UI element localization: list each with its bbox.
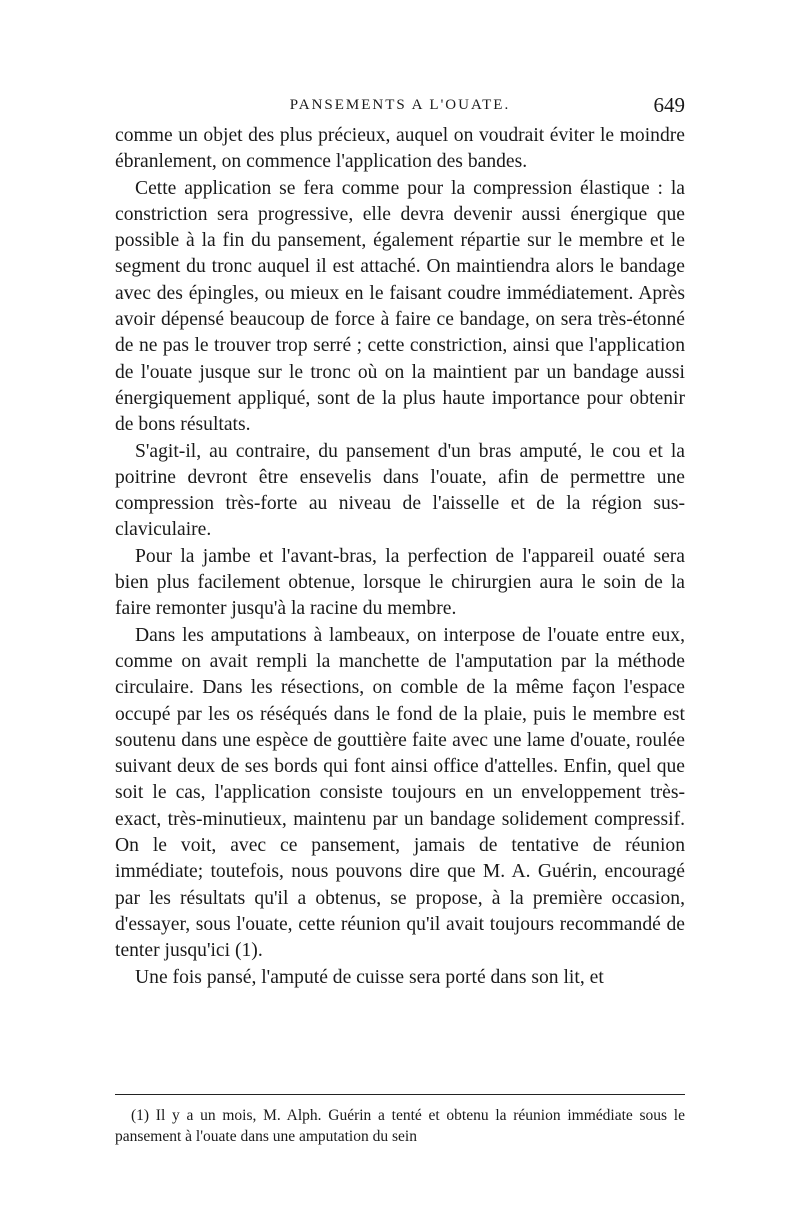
- paragraph-5: Dans les amputations à lambeaux, on interpose de l'ouate entre eux, comme on avait rempli la manchette de l'amputation par la méthode circulaire. Dans les résections, on comble de la même façon l'espace occupé par les os réséqués dans le fond de la plaie, puis le membre est soutenu dans une espèce de gouttière faite avec une lame d'ouate, roulée suivant deux de ses bords qui font ainsi office d'attelles. Enfin, quel que soit le cas, l'application consiste toujours en un enveloppement très-exact, très-minutieux, maintenu par un bandage solidement compressif. On le voit, avec ce pansement, jamais de tentative de réunion immédiate; toutefois, nous pouvons dire que M. A. Guérin, encouragé par les résultats qu'il a obtenus, se propose, à la première occasion, d'essayer, sous l'ouate, cette réunion qu'il avait toujours recommandé de tenter jusqu'ici (1).: [115, 624, 685, 962]
- page-number: 649: [653, 93, 685, 117]
- paragraph-3: S'agit-il, au contraire, du pansement d'un bras amputé, le cou et la poitrine devront être ensevelis dans l'ouate, afin de permettre une compression très-forte au niveau de l'aisselle et de la région sus-claviculaire.: [115, 440, 685, 541]
- page-header: [115, 93, 685, 123]
- paragraph-6: Une fois pansé, l'amputé de cuisse sera porté dans son lit, et: [135, 966, 604, 988]
- footnote-1: (1) Il y a un mois, M. Alph. Guérin a tenté et obtenu la réunion immédiate sous le pansement à l'ouate dans une amputation du sein: [115, 1107, 685, 1145]
- footnote-divider: [115, 1094, 685, 1095]
- paragraph-4: Pour la jambe et l'avant-bras, la perfection de l'appareil ouaté sera bien plus facilement obtenue, lorsque le chirurgien aura le soin de la faire remonter jusqu'à la racine du membre.: [115, 545, 685, 620]
- paragraph-1: comme un objet des plus précieux, auquel on voudrait éviter le moindre ébranlement, on commence l'application des bandes.: [115, 125, 685, 173]
- body-text: [115, 123, 685, 991]
- footnotes: [115, 1105, 685, 1147]
- paragraph-2: Cette application se fera comme pour la compression élastique : la constriction sera progressive, elle devra devenir aussi énergique que possible à la fin du pansement, également répartie sur le membre et le segment du tronc auquel il est attaché. On maintiendra alors le bandage avec des épingles, ou mieux en le faisant coudre immédiatement. Après avoir dépensé beaucoup de force à faire ce bandage, on sera très-étonné de ne pas le trouver trop serré ; cette constriction, ainsi que l'application de l'ouate jusque sur le tronc où on la maintient par un bandage aussi énergiquement appliqué, sont de la plus haute importance pour obtenir de bons résultats.: [115, 177, 685, 436]
- running-title: PANSEMENTS A L'OUATE.: [289, 97, 511, 113]
- page: [115, 93, 685, 991]
